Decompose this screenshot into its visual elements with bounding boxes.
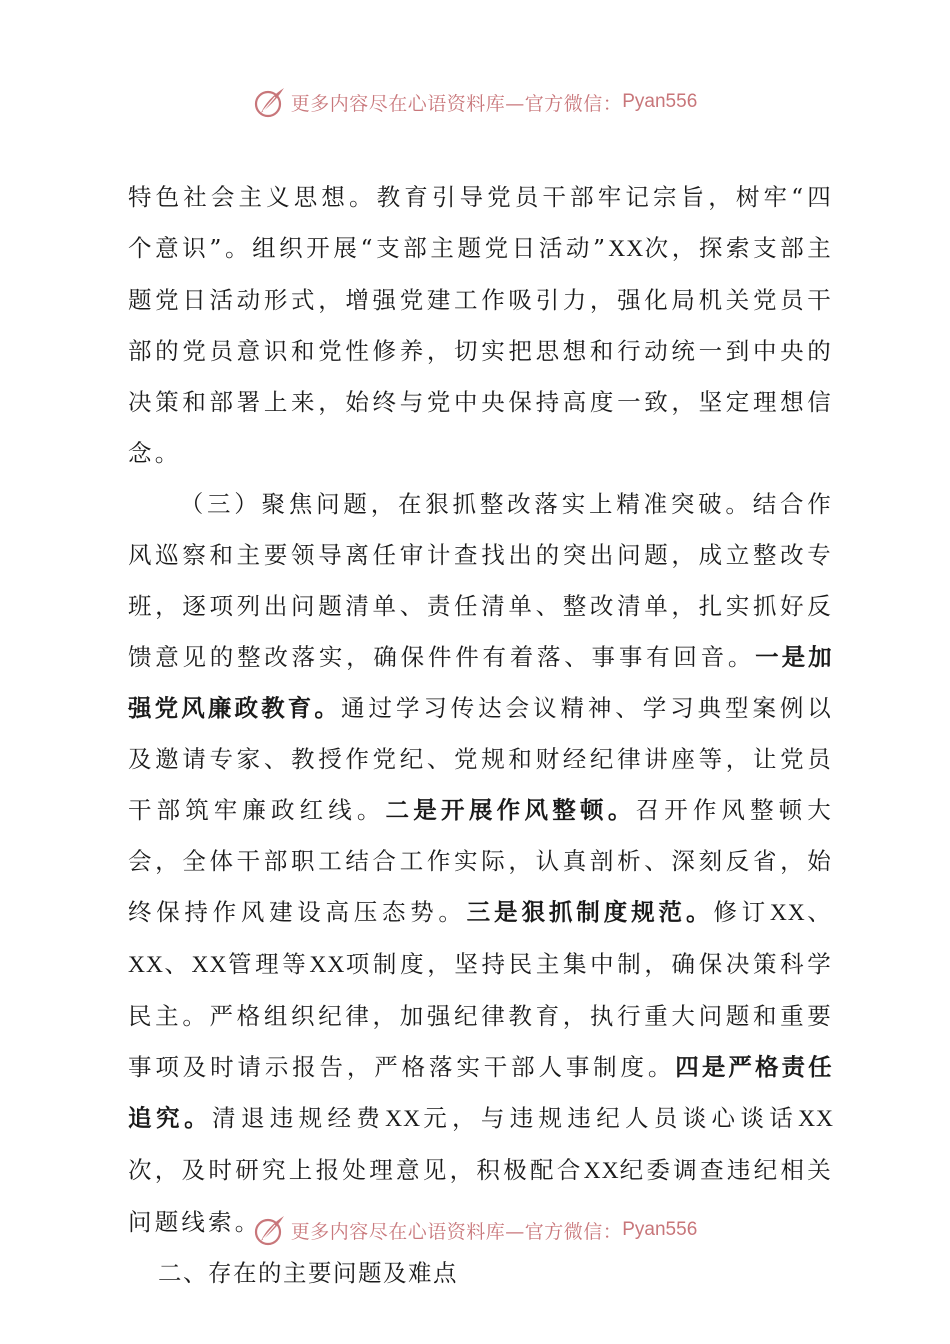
watermark-banner-bottom bbox=[0, 1210, 950, 1250]
paragraph: 特色社会主义思想。教育引导党员干部牢记宗旨，树牢“四个意识”。组织开展“支部主题党日活动”XX次，探索支部主题党日活动形式，增强党建工作吸引力，强化局机关党员干部的党员意识和党性修养，切实把思想和行动统一到中央的决策和部署上来，始终与党中央保持高度一致，坚定理想信念。 bbox=[128, 183, 835, 467]
quill-logo-icon bbox=[253, 85, 287, 119]
bold-phrase: 二是开展作风整顿。 bbox=[385, 796, 636, 824]
watermark-id: Pyan556 bbox=[622, 91, 698, 112]
quill-logo-icon bbox=[253, 1213, 287, 1247]
watermark-banner-top bbox=[0, 82, 950, 122]
section-heading: 二、存在的主要问题及难点 bbox=[158, 1259, 458, 1287]
bold-phrase: 一是加强党风廉政教育。 bbox=[128, 643, 834, 722]
watermark-text: 更多内容尽在心语资料库—官方微信： bbox=[290, 1220, 623, 1243]
bold-phrase: 三是狠抓制度规范。 bbox=[466, 898, 714, 926]
watermark-id: Pyan556 bbox=[622, 1219, 698, 1240]
document-body bbox=[128, 172, 834, 1299]
watermark-text: 更多内容尽在心语资料库—官方微信： bbox=[290, 92, 623, 115]
paragraph: （三）聚焦问题，在狠抓整改落实上精准突破。结合作风巡察和主要领导离任审计查找出的突出问题，成立整改专班，逐项列出问题清单、责任清单、整改清单，扎实抓好反馈意见的整改落实，确保件件有着落、事事有回音。一是加强党风廉政教育。通过学习传达会议精神、学习典型案例以及邀请专家、教授作党纪、党规和财经纪律讲座等，让党员干部筑牢廉政红线。二是开展作风整顿。召开作风整顿大会，全体干部职工结合工作实际，认真剖析、深刻反省，始终保持作风建设高压态势。三是狠抓制度规范。修订XX、XX、XX管理等XX项制度，坚持民主集中制，确保决策科学民主。严格组织纪律，加强纪律教育，执行重大问题和重要事项及时请示报告，严格落实干部人事制度。四是严格责任追究。清退违规经费XX元，与违规违纪人员谈心谈话XX次，及时研究上报处理意见，积极配合XX纪委调查违纪相关问题线索。 bbox=[128, 490, 835, 1236]
bold-phrase: 四是严格责任追究。 bbox=[128, 1053, 834, 1132]
